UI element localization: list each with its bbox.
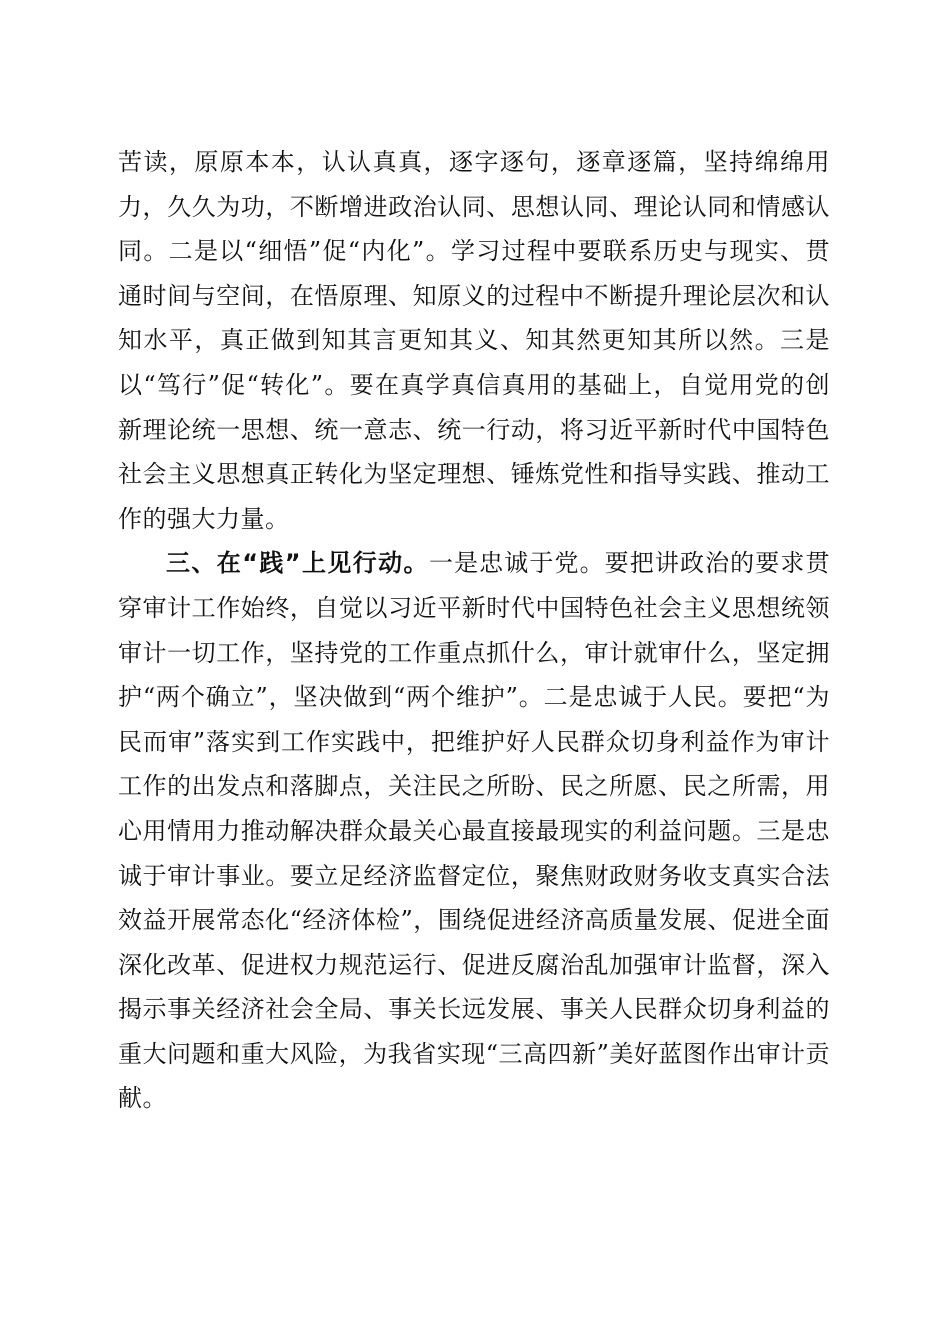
section-three-body: 一是忠诚于党。要把讲政治的要求贯穿审计工作始终，自觉以习近平新时代中国特色社会主义思想统领审计一切工作，坚持党的工作重点抓什么，审计就审什么，坚定拥护“两个确立”，坚决做到“两个维护”。二是忠诚于人民。要把“为民而审”落实到工作实践中，把维护好人民群众切身利益作为审计工作的出发点和落脚点，关注民之所盼、民之所愿、民之所需，用心用情用力推动解决群众最关心最直接最现实的利益问题。三是忠诚于审计事业。要立足经济监督定位，聚焦财政财务收支真实合法效益开展常态化“经济体检”，围绕促进经济高质量发展、促进全面深化改革、促进权力规范运行、促进反腐治乱加强审计监督，深入揭示事关经济社会全局、事关长远发展、事关人民群众切身利益的重大问题和重大风险，为我省实现“三高四新”美好蓝图作出审计贡献。: [118, 549, 830, 1113]
paragraph-section-three: [118, 541, 830, 1121]
document-body: [118, 140, 830, 1121]
section-three-heading: 三、在“践”上见行动。: [166, 549, 429, 578]
paragraph-continued: 苦读，原原本本，认认真真，逐字逐句，逐章逐篇，坚持绵绵用力，久久为功，不断增进政治认同、思想认同、理论认同和情感认同。二是以“细悟”促“内化”。学习过程中要联系历史与现实、贯通时间与空间，在悟原理、知原义的过程中不断提升理论层次和认知水平，真正做到知其言更知其义、知其然更知其所以然。三是以“笃行”促“转化”。要在真学真信真用的基础上，自觉用党的创新理论统一思想、统一意志、统一行动，将习近平新时代中国特色社会主义思想真正转化为坚定理想、锤炼党性和指导实践、推动工作的强大力量。: [118, 148, 830, 533]
